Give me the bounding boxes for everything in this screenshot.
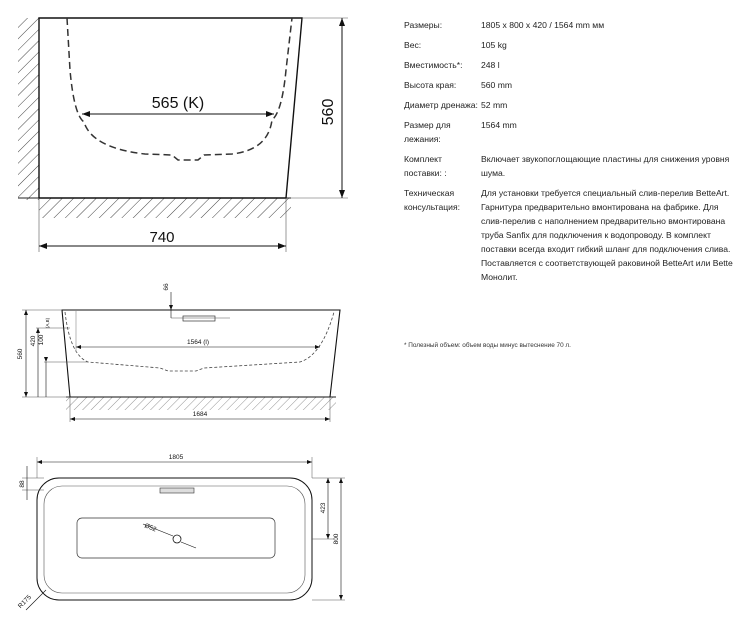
spec-row [404, 58, 734, 72]
dim-ab-label: (A,B) [45, 317, 50, 329]
spec-label: Высота края: [404, 80, 457, 90]
top-view [17, 454, 345, 610]
spec-label: Вес: [404, 40, 422, 50]
wall-hatch [18, 18, 39, 200]
spec-row [404, 18, 734, 32]
overflow [160, 488, 194, 493]
spec-label: Диаметр дренажа: [404, 100, 478, 110]
side-floor-hatch [66, 397, 336, 410]
spec-value: Включает звукопоглощающие пластины для снижения уровня шума. [481, 154, 730, 178]
side-height-label: 560 [17, 348, 24, 360]
spec-row [404, 98, 734, 112]
dim-423-label: 423 [320, 502, 327, 514]
side-outline [62, 310, 340, 397]
dim-800-label: 800 [333, 533, 340, 545]
tub-inner-contour [67, 18, 292, 160]
spec-table [404, 18, 734, 290]
side-length-label: 1684 [192, 411, 208, 418]
spec-value: 248 l [481, 60, 500, 70]
spec-value: 560 mm [481, 80, 513, 90]
section-height-label: 560 [320, 98, 337, 126]
drain-circle [173, 535, 181, 543]
spec-label: Размеры: [404, 20, 443, 30]
inner-width-label: 565 (K) [151, 95, 205, 112]
drain-diameter-label: Ø52 [143, 522, 158, 534]
spec-label: Комплект поставки: : [404, 154, 447, 178]
section-width-label: 740 [149, 229, 175, 246]
overflow-fitting [183, 316, 215, 321]
spec-row [404, 118, 734, 146]
top-inner-rim [44, 486, 305, 593]
spec-value: 105 kg [481, 40, 507, 50]
spec-value: 1805 x 800 x 420 / 1564 mm мм [481, 20, 605, 30]
dim-88-label: 88 [19, 480, 26, 488]
spec-label: Вместимость*: [404, 60, 463, 70]
dim-420-label: 420 [30, 335, 37, 347]
basin-area [77, 518, 275, 558]
top-length-label: 1805 [168, 454, 184, 461]
spec-label: Техническая консультация: [404, 188, 460, 212]
spec-value: 1564 mm [481, 120, 517, 130]
dim-66-label: 66 [163, 283, 170, 291]
spec-row [404, 186, 734, 284]
side-view [17, 283, 340, 422]
radius-label: R175 [16, 593, 33, 610]
spec-value: 52 mm [481, 100, 508, 110]
spec-value: Для установки требуется специальный слив-перелив BetteArt. Гарнитура предварительно вмонтирована на фабрике. Для слив-перелив с наполнением предварительно вмонтирована труба Sanfix для подключения к водопроводу. В комплект поставки всегда входит гибкий шланг для подключения слива. Поставляется с соответствующей раковиной BetteArt или Bette Монолит. [481, 188, 733, 282]
floor-hatch [39, 198, 291, 218]
inner-length-label: 1564 (l) [186, 339, 210, 346]
cross-section-view [18, 18, 348, 252]
footnote: * Полезный объем: объем воды минус вытеснение 70 л. [404, 342, 571, 349]
spec-row [404, 38, 734, 52]
spec-row [404, 152, 734, 180]
dim-100-label: 100 [38, 334, 45, 346]
technical-drawing [0, 0, 360, 632]
spec-row [404, 78, 734, 92]
top-outline [37, 478, 312, 600]
spec-label: Размер для лежания: [404, 120, 451, 144]
